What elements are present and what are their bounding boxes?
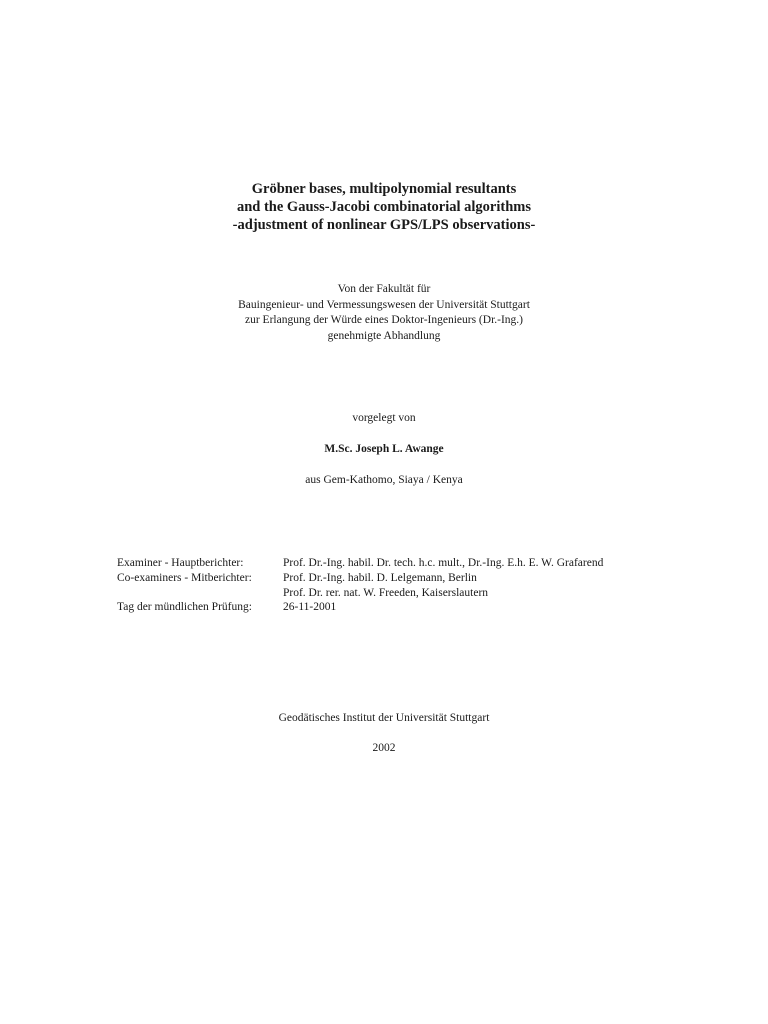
examination-date: 26-11-2001 [283,601,337,614]
thesis-title-line-1: Gröbner bases, multipolynomial resultants [251,181,517,197]
committee-member: Prof. Dr. rer. nat. W. Freeden, Kaiserslautern [283,586,489,599]
committee-member: Prof. Dr.-Ing. habil. Dr. tech. h.c. mult., Dr.-Ing. E.h. E. W. Grafarend [283,557,604,569]
committee-role-label [117,586,283,601]
author-origin: aus Gem-Kathomo, Siaya / Kenya [305,474,463,486]
committee-role-label: Tag der mündlichen Prüfung: [117,601,252,614]
thesis-title-line-2: and the Gauss-Jacobi combinatorial algorithms [236,199,532,215]
committee-role-label: Examiner - Hauptberichter: [117,557,244,569]
author-name: M.Sc. Joseph L. Awange [324,443,444,455]
publication-year: 2002 [372,742,396,754]
institute-name: Geodätisches Institut der Universität Stuttgart [278,712,490,724]
faculty-line-3: zur Erlangung der Würde eines Doktor-Ingenieurs (Dr.-Ing.) [244,314,524,327]
thesis-title [0,180,768,234]
committee-row [117,571,603,586]
committee-row [117,600,603,615]
thesis-title-line-3: -adjustment of nonlinear GPS/LPS observations- [232,217,536,233]
committee-member: Prof. Dr.-Ing. habil. D. Lelgemann, Berlin [283,571,477,584]
committee-row [117,556,603,571]
examination-committee [117,556,603,615]
submitted-by: vorgelegt von [352,412,416,424]
committee-role-label: Co-examiners - Mitberichter: [117,571,252,584]
faculty-statement [0,282,768,344]
faculty-line-2: Bauingenieur- und Vermessungswesen der Universität Stuttgart [238,298,530,311]
faculty-line-1: Von der Fakultät für [337,283,431,295]
committee-row [117,586,603,601]
faculty-line-4: genehmigte Abhandlung [327,329,441,342]
